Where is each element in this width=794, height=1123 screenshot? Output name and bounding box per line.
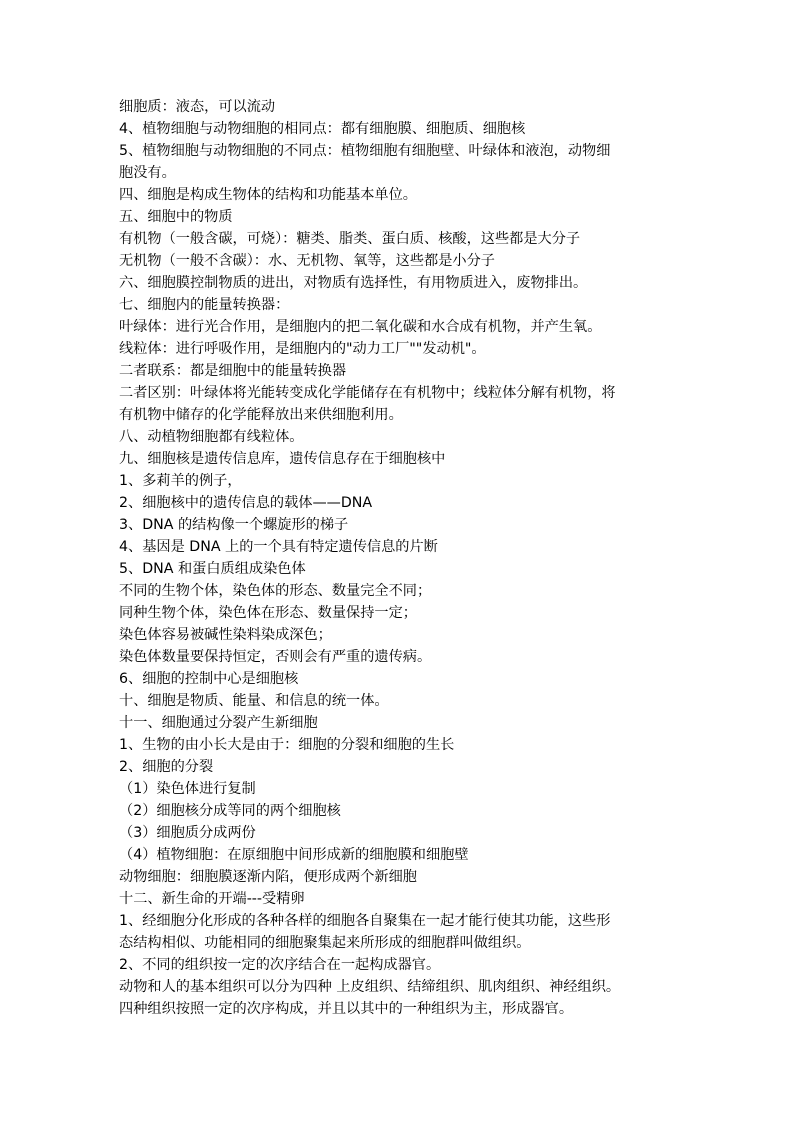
text-line: 染色体容易被碱性染料染成深色； [119, 627, 332, 643]
text-line: 1、经细胞分化形成的各种各样的细胞各自聚集在一起才能行使其功能，这些形 [119, 913, 611, 929]
text-line: 动物细胞：细胞膜逐渐内陷，便形成两个新细胞 [119, 869, 417, 885]
text-line: 态结构相似、功能相同的细胞聚集起来所形成的细胞群叫做组织。 [119, 935, 531, 951]
text-line: 2、细胞的分裂 [119, 759, 214, 775]
text-line: 2、不同的组织按一定的次序结合在一起构成器官。 [119, 957, 441, 973]
text-line: 1、生物的由小长大是由于：细胞的分裂和细胞的生长 [119, 737, 455, 753]
text-line: 十、细胞是物质、能量、和信息的统一体。 [119, 693, 389, 709]
text-line: 1、多莉羊的例子， [119, 473, 242, 489]
text-line: （4）植物细胞：在原细胞中间形成新的细胞膜和细胞壁 [119, 847, 469, 863]
text-line: 6、细胞的控制中心是细胞核 [119, 671, 299, 687]
text-line: 九、细胞核是遗传信息库，遗传信息存在于细胞核中 [119, 451, 446, 467]
text-line: 2、细胞核中的遗传信息的载体——DNA [119, 495, 373, 511]
text-line: 有机物（一般含碳，可烧）：糖类、脂类、蛋白质、核酸，这些都是大分子 [119, 231, 581, 247]
text-line: 5、植物细胞与动物细胞的不同点：植物细胞有细胞壁、叶绿体和液泡，动物细 [119, 143, 611, 159]
text-line: 不同的生物个体，染色体的形态、数量完全不同； [119, 583, 432, 599]
text-line: 七、细胞内的能量转换器： [119, 297, 290, 313]
text-line: 二者区别：叶绿体将光能转变成化学能储存在有机物中；线粒体分解有机物，将 [119, 385, 616, 401]
text-line: 5、DNA 和蛋白质组成染色体 [119, 561, 306, 577]
text-line: 动物和人的基本组织可以分为四种 上皮组织、结缔组织、肌肉组织、神经组织。 [119, 979, 621, 995]
text-line: 染色体数量要保持恒定，否则会有严重的遗传病。 [119, 649, 432, 665]
text-line: 细胞质：液态，可以流动 [119, 99, 276, 115]
text-line: 二者联系：都是细胞中的能量转换器 [119, 363, 347, 379]
text-line: （3）细胞质分成两份 [119, 825, 256, 841]
text-line: 六、细胞膜控制物质的进出，对物质有选择性，有用物质进入，废物排出。 [119, 275, 588, 291]
text-line: 4、植物细胞与动物细胞的相同点：都有细胞膜、细胞质、细胞核 [119, 121, 526, 137]
text-line: 五、细胞中的物质 [119, 209, 233, 225]
text-line: 同种生物个体，染色体在形态、数量保持一定； [119, 605, 417, 621]
text-line: 无机物（一般不含碳）：水、无机物、氧等，这些都是小分子 [119, 253, 495, 269]
text-line: 八、动植物细胞都有线粒体。 [119, 429, 304, 445]
text-line: （1）染色体进行复制 [119, 781, 256, 797]
text-line: 线粒体：进行呼吸作用，是细胞内的"动力工厂""发动机"。 [119, 341, 486, 357]
text-line: 4、基因是 DNA 上的一个具有特定遗传信息的片断 [119, 539, 438, 555]
text-line: 十二、新生命的开端---受精卵 [119, 891, 305, 907]
text-line: 叶绿体：进行光合作用，是细胞内的把二氧化碳和水合成有机物，并产生氧。 [119, 319, 602, 335]
text-line: 胞没有。 [119, 165, 176, 181]
text-line: 十一、细胞通过分裂产生新细胞 [119, 715, 318, 731]
document-body [119, 96, 679, 1020]
text-line: 四、细胞是构成生物体的结构和功能基本单位。 [119, 187, 417, 203]
text-line: 四种组织按照一定的次序构成，并且以其中的一种组织为主，形成器官。 [119, 1001, 574, 1017]
text-line: （2）细胞核分成等同的两个细胞核 [119, 803, 341, 819]
text-line: 有机物中储存的化学能释放出来供细胞利用。 [119, 407, 403, 423]
text-line: 3、DNA 的结构像一个螺旋形的梯子 [119, 517, 349, 533]
